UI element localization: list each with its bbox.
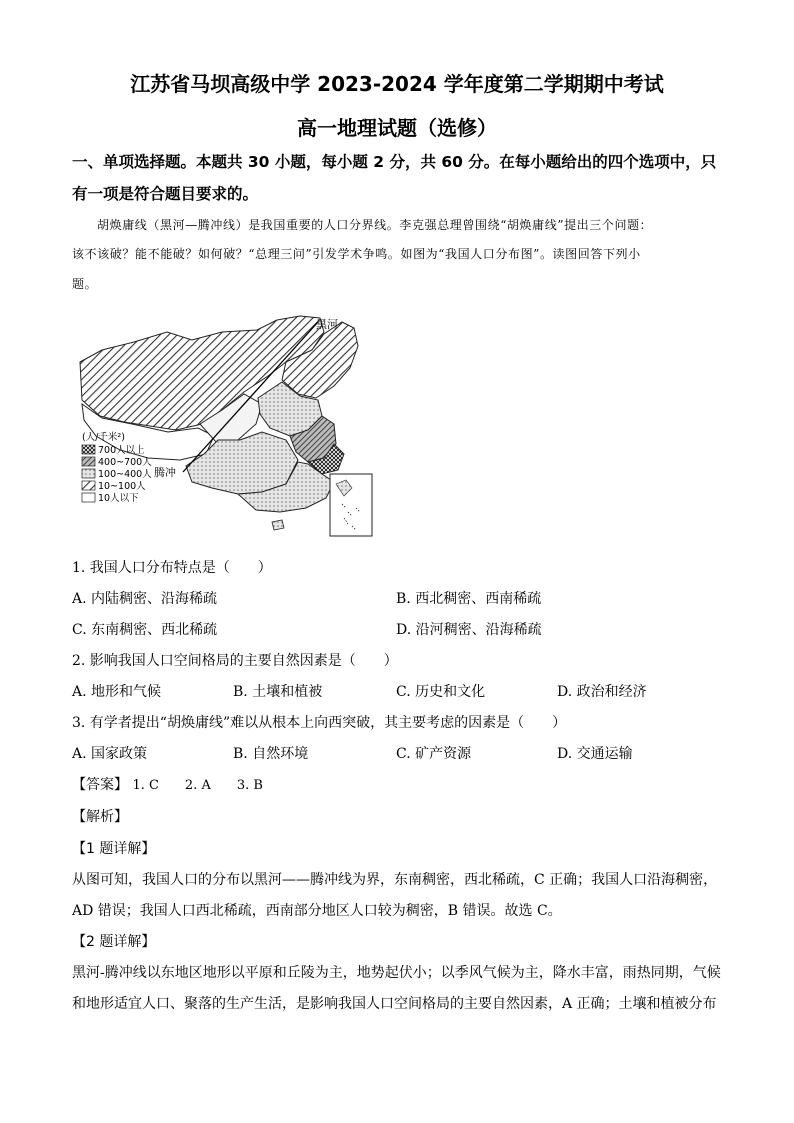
analysis-label: 解析 (86, 809, 114, 825)
intro-line3: 题。 (72, 277, 98, 291)
legend-item (82, 456, 152, 468)
question-1-option: B. 西北稠密、西南稀疏 (396, 591, 542, 607)
question-2-stem: 2. 影响我国人口空间格局的主要自然因素是（ ） (72, 653, 398, 669)
population-map (72, 312, 378, 544)
legend-label: 10~100人 (98, 481, 146, 492)
legend-label: 400~700人 (98, 457, 152, 468)
question-3-option: D. 交通运输 (557, 746, 633, 762)
south-sea-inset (330, 474, 372, 536)
question-2-option: B. 土壤和植被 (233, 684, 323, 700)
legend-item (82, 480, 146, 492)
answer-value: 1. C 2. A 3. B (132, 778, 263, 793)
detail2-line1: 黑河-腾冲线以东地区地形以平原和丘陵为主，地势起伏小；以季风气候为主，降水丰富，雨热同期，气候 (72, 965, 721, 981)
question-3-stem: 3. 有学者提出“胡焕庸线”难以从根本上向西突破，其主要考虑的因素是（ ） (72, 715, 567, 731)
intro-line2: 该不该破？能不能破？如何破？“总理三问”引发学术争鸣。如图为“我国人口分布图”。读图回答下列小 (72, 247, 641, 261)
legend-label: 100~400人 (98, 469, 152, 480)
legend-item (82, 492, 139, 504)
question-2-option: C. 历史和文化 (396, 684, 486, 700)
question-1-stem: 1. 我国人口分布特点是（ ） (72, 560, 272, 576)
answer-label: 答案 (86, 777, 114, 793)
intro-line1: 胡焕庸线（黑河—腾冲线）是我国重要的人口分界线。李克强总理曾围绕“胡焕庸线”提出三个问题： (97, 218, 653, 232)
legend-item (82, 444, 145, 456)
question-3-option: B. 自然环境 (233, 746, 309, 762)
detail1-line2: AD 错误；我国人口西北稀疏，西南部分地区人口较为稠密，B 错误。故选 C。 (72, 903, 562, 919)
legend-label: 10人以下 (98, 493, 139, 504)
question-3-option: A. 国家政策 (72, 746, 148, 762)
detail1-line1: 从图可知，我国人口的分布以黑河——腾冲线为界，东南稠密，西北稀疏，C 正确；我国人口沿海稠密， (72, 872, 718, 888)
exam-title: 江苏省马坝高级中学 2023-2024 学年度第二学期期中考试 (130, 72, 664, 96)
section-heading-line1: 一、单项选择题。本题共 30 小题，每小题 2 分，共 60 分。在每小题给出的四个选项中，只 (72, 153, 717, 171)
detail1-heading: 【1 题详解】 (72, 841, 156, 857)
exam-subtitle: 高一地理试题（选修） (297, 116, 497, 140)
question-1-option: C. 东南稠密、西北稀疏 (72, 622, 218, 638)
section-heading-line2: 有一项是符合题目要求的。 (72, 185, 259, 203)
legend-title: (人/千米²) (82, 432, 125, 443)
question-2-option: A. 地形和气候 (72, 684, 162, 700)
answer-line: 【答案】 1. C 2. A 3. B (72, 777, 263, 793)
detail2-label: 2 题详解 (86, 934, 142, 950)
detail2-line2: 和地形适宜人口、聚落的生产生活，是影响我国人口空间格局的主要自然因素，A 正确；土壤和植被分布 (72, 996, 717, 1012)
question-1-option: D. 沿河稠密、沿海稀疏 (396, 622, 542, 638)
detail1-label: 1 题详解 (86, 841, 142, 857)
question-3-option: C. 矿产资源 (396, 746, 472, 762)
region-hainan (272, 520, 284, 530)
label-heihe: 黑河 (316, 318, 338, 331)
question-2-option: D. 政治和经济 (557, 684, 647, 700)
detail2-heading: 【2 题详解】 (72, 934, 156, 950)
question-1-option: A. 内陆稠密、沿海稀疏 (72, 591, 218, 607)
legend-item (82, 468, 152, 480)
analysis-heading: 【解析】 (72, 809, 128, 825)
label-tengchong: 腾冲 (154, 466, 176, 479)
legend-label: 700人以上 (98, 445, 145, 456)
